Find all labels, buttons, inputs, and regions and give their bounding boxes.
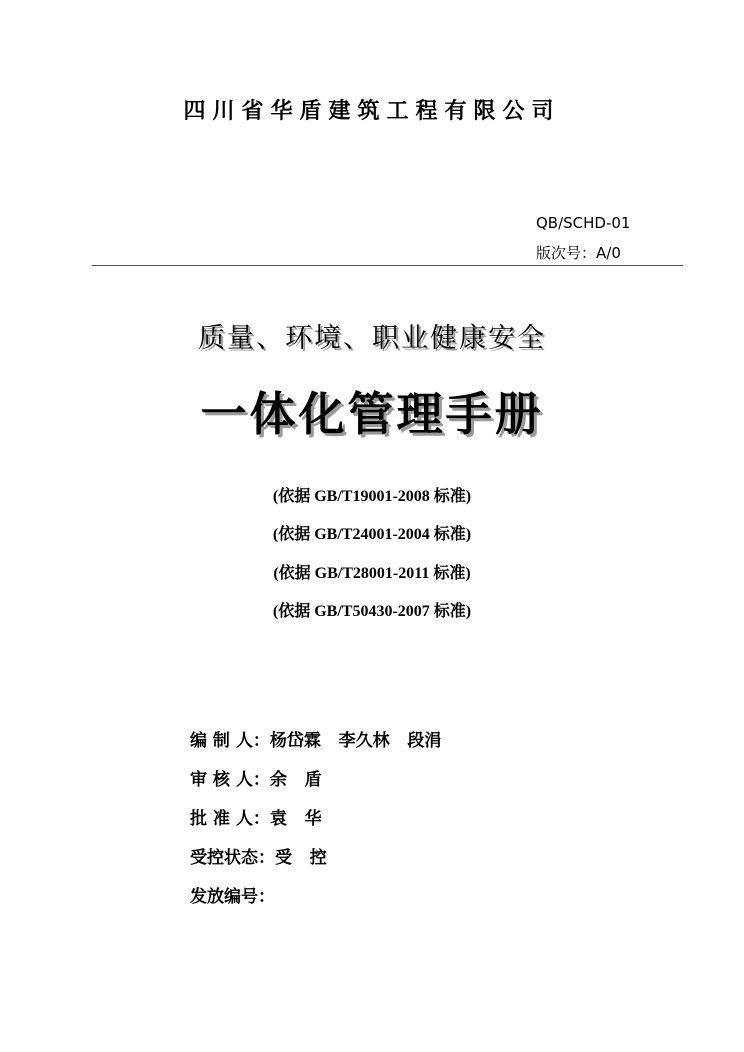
- manual-subtitle: 质量、环境、职业健康安全: [198, 323, 546, 354]
- document-code: QB/SCHD-01: [536, 214, 631, 232]
- document-version: 版次号：A/0: [536, 244, 621, 262]
- basis-standard-2: (依据 GB/T24001-2004 标准): [272, 526, 472, 543]
- header-divider: [92, 265, 683, 266]
- info-distribution-number: 发放编号：: [190, 887, 275, 907]
- info-reviewer: 审 核 人：余 盾: [190, 770, 322, 790]
- basis-standard-1: (依据 GB/T19001-2008 标准): [272, 488, 472, 505]
- info-compiler: 编 制 人：杨岱霖 李久林 段涓: [190, 731, 442, 751]
- info-control-status: 受控状态：受 控: [190, 848, 327, 868]
- basis-standard-3: (依据 GB/T28001-2011 标准): [273, 565, 471, 582]
- info-approver: 批 准 人：袁 华: [190, 809, 322, 829]
- company-name: 四川省华盾建筑工程有限公司: [183, 99, 561, 124]
- manual-title: 一体化管理手册: [200, 387, 544, 441]
- basis-standard-4: (依据 GB/T50430-2007 标准): [272, 603, 472, 620]
